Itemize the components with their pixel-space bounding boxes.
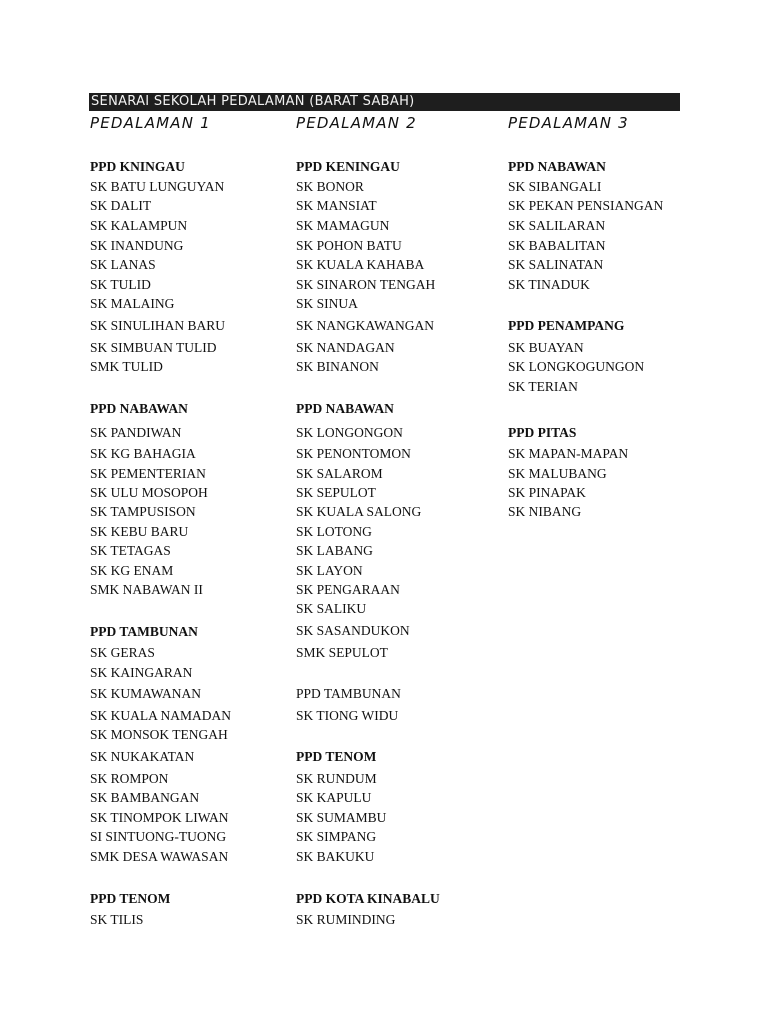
school-entry: SK LABANG: [296, 543, 373, 558]
school-entry: SK ULU MOSOPOH: [90, 485, 208, 500]
school-entry: SK GERAS: [90, 645, 155, 660]
school-entry: SK TIONG WIDU: [296, 708, 399, 723]
school-entry: SK SINUA: [296, 296, 358, 311]
school-entry: SK KUALA NAMADAN: [90, 708, 232, 723]
school-entry: SK NIBANG: [508, 504, 582, 519]
school-entry: SK KAPULU: [296, 790, 372, 805]
school-entry: SK TINOMPOK LIWAN: [90, 810, 229, 825]
school-entry: SK SUMAMBU: [296, 810, 387, 825]
school-entry: SK KG ENAM: [90, 563, 174, 578]
school-entry: SK KG BAHAGIA: [90, 446, 196, 461]
school-entry: SK MAPAN-MAPAN: [508, 446, 629, 461]
document-title: SENARAI SEKOLAH PEDALAMAN (BARAT SABAH): [89, 93, 680, 111]
school-entry: SK TILIS: [90, 912, 144, 927]
school-entry: SK PENGARAAN: [296, 582, 400, 597]
school-entry: PPD TAMBUNAN: [296, 686, 401, 701]
school-entry: SK TINADUK: [508, 277, 590, 292]
school-entry: SK SALINATAN: [508, 257, 604, 272]
school-entry: SK TETAGAS: [90, 543, 171, 558]
school-entry: SK SEPULOT: [296, 485, 376, 500]
school-entry: SK MAMAGUN: [296, 218, 390, 233]
school-entry: SK SASANDUKON: [296, 623, 410, 638]
school-entry: SK SALIKU: [296, 601, 367, 616]
district-heading: PPD NABAWAN: [508, 159, 606, 174]
school-entry: SK PENONTOMON: [296, 446, 411, 461]
school-entry: SK MALUBANG: [508, 466, 607, 481]
school-entry: SK PEKAN PENSIANGAN: [508, 198, 664, 213]
school-entry: SK SIMPANG: [296, 829, 377, 844]
school-entry: SK KEBU BARU: [90, 524, 189, 539]
district-heading: PPD TENOM: [90, 891, 171, 906]
school-entry: SK BAMBANGAN: [90, 790, 200, 805]
school-entry: SK BABALITAN: [508, 238, 606, 253]
school-entry: SK BINANON: [296, 359, 379, 374]
school-entry: SK MONSOK TENGAH: [90, 727, 228, 742]
school-entry: SK BAKUKU: [296, 849, 375, 864]
school-entry: SK TERIAN: [508, 379, 578, 394]
school-entry: SK NANGKAWANGAN: [296, 318, 435, 333]
school-entry: SK DALIT: [90, 198, 152, 213]
district-heading: PPD KOTA KINABALU: [296, 891, 440, 906]
district-heading: PPD NABAWAN: [90, 401, 188, 416]
school-entry: SK KUALA KAHABA: [296, 257, 425, 272]
school-entry: SK LAYON: [296, 563, 363, 578]
school-entry: SK TULID: [90, 277, 151, 292]
school-entry: SK LONGONGON: [296, 425, 403, 440]
school-entry: SK SINARON TENGAH: [296, 277, 436, 292]
school-entry: SMK DESA WAWASAN: [90, 849, 229, 864]
school-entry: SK LOTONG: [296, 524, 372, 539]
school-entry: SK KALAMPUN: [90, 218, 188, 233]
school-entry: SK KUMAWANAN: [90, 686, 202, 701]
school-entry: SI SINTUONG-TUONG: [90, 829, 227, 844]
school-entry: SK MANSIAT: [296, 198, 377, 213]
school-entry: SK ROMPON: [90, 771, 169, 786]
school-entry: SK SIBANGALI: [508, 179, 602, 194]
school-entry: SK LANAS: [90, 257, 156, 272]
school-entry: SK MALAING: [90, 296, 175, 311]
school-entry: SK POHON BATU: [296, 238, 402, 253]
school-entry: SK KUALA SALONG: [296, 504, 422, 519]
column-header-pedalaman-1: PEDALAMAN 1: [90, 114, 211, 132]
school-entry: SK NANDAGAN: [296, 340, 395, 355]
district-heading: PPD KNINGAU: [90, 159, 185, 174]
column-header-pedalaman-3: PEDALAMAN 3: [508, 114, 629, 132]
school-entry: SK BONOR: [296, 179, 364, 194]
school-entry: SK SALAROM: [296, 466, 383, 481]
district-heading: PPD KENINGAU: [296, 159, 400, 174]
school-entry: SK LONGKOGUNGON: [508, 359, 645, 374]
school-entry: SK BATU LUNGUYAN: [90, 179, 225, 194]
school-entry: SK RUMINDING: [296, 912, 396, 927]
district-heading: PPD PENAMPANG: [508, 318, 625, 333]
school-entry: SMK NABAWAN II: [90, 582, 203, 597]
school-entry: SK SALILARAN: [508, 218, 606, 233]
column-header-pedalaman-2: PEDALAMAN 2: [296, 114, 417, 132]
school-entry: SK PEMENTERIAN: [90, 466, 206, 481]
school-entry: SK KAINGARAN: [90, 665, 193, 680]
district-heading: PPD TAMBUNAN: [90, 624, 198, 639]
school-entry: SK NUKAKATAN: [90, 749, 195, 764]
district-heading: PPD TENOM: [296, 749, 377, 764]
school-entry: SMK SEPULOT: [296, 645, 388, 660]
school-entry: SK SIMBUAN TULID: [90, 340, 217, 355]
school-entry: SK TAMPUSISON: [90, 504, 196, 519]
school-entry: SK RUNDUM: [296, 771, 377, 786]
school-entry: SK PINAPAK: [508, 485, 586, 500]
district-heading: PPD PITAS: [508, 425, 577, 440]
school-entry: SK BUAYAN: [508, 340, 584, 355]
school-entry: SMK TULID: [90, 359, 163, 374]
school-entry: SK INANDUNG: [90, 238, 184, 253]
school-entry: SK SINULIHAN BARU: [90, 318, 226, 333]
school-entry: SK PANDIWAN: [90, 425, 182, 440]
district-heading: PPD NABAWAN: [296, 401, 394, 416]
